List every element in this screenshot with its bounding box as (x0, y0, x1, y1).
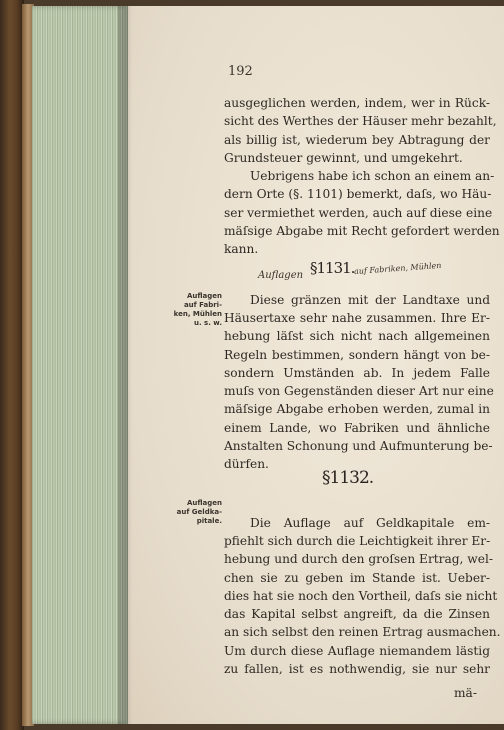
section-mark-1132: §1132. (322, 468, 374, 488)
text-line: sicht des Werthes der Häuser mehr bezahlt, (224, 114, 497, 129)
margin-note-fabriken (158, 292, 222, 328)
margin-note-line: ken, Mühlen (173, 310, 222, 318)
text-line: dürfen. (224, 457, 269, 472)
body-text (224, 94, 501, 678)
margin-note-line: u. s. w. (193, 319, 222, 327)
text-line: Diese gränzen mit der Landtaxe und (250, 292, 490, 307)
book-binding (0, 0, 24, 730)
text-line: Um durch diese Auflage niemandem lästig (224, 643, 490, 658)
text-line: pfiehlt sich durch die Leichtigkeit ihrer Er- (224, 533, 491, 548)
book-page (128, 6, 504, 724)
handwritten-note-line: auf Fabriken, Mühlen (353, 260, 442, 277)
text-line: Regeln bestimmen, sondern hängt von be- (224, 347, 490, 362)
text-line: Grundsteuer gewinnt, und umgekehrt. (224, 150, 463, 165)
page-edges (32, 6, 128, 724)
margin-note-line: auf Fabri- (183, 301, 222, 309)
text-line: als billig ist, wiederum bey Abtragung der (224, 132, 490, 147)
text-line: Häusertaxe sehr nahe zusammen. Ihre Er- (224, 310, 490, 325)
text-line: einem Lande, wo Fabriken und ähnliche (224, 420, 490, 435)
text-line: hebung und durch den groſsen Ertrag, wel- (224, 552, 493, 567)
text-line: dern Orte (§. 1101) bemerkt, daſs, wo Häu- (224, 187, 492, 202)
section-gap (224, 474, 490, 514)
text-line: hebung läſst sich nicht nach allgemeinen (224, 329, 490, 344)
margin-note-geldkapitale (158, 499, 222, 526)
margin-note-line: pitale. (196, 517, 222, 525)
text-line: Die Auflage auf Geldkapitale em- (250, 515, 490, 530)
text-line: kann. (224, 242, 259, 257)
text-line: chen sie zu geben im Stande ist. Ueber- (224, 570, 490, 585)
text-line: Anstalten Schonung und Aufmunterung be- (224, 439, 493, 454)
catchword: mä- (454, 686, 477, 700)
page-number: 192 (228, 64, 253, 79)
margin-note-line: Auflagen (186, 499, 222, 507)
text-line: mäſsige Abgabe mit Recht gefordert werden (224, 224, 500, 239)
text-line: das Kapital selbst angreift, da die Zinsen (224, 607, 490, 622)
page-gutter-shadow (118, 6, 132, 724)
section-gap (224, 259, 490, 291)
margin-note-line: Auflagen (186, 292, 222, 300)
text-line: ser vermiethet werden, auch auf diese eine (224, 205, 493, 220)
text-line: sondern Umständen ab. In jedem Falle (224, 365, 490, 380)
text-line: ausgeglichen werden, indem, wer in Rück- (224, 96, 490, 110)
section-mark-1131: §1131. (310, 259, 355, 277)
text-line: muſs von Gegenständen dieser Art nur eine (224, 384, 494, 399)
margin-note-line: auf Geldka- (176, 508, 222, 516)
text-line: Uebrigens habe ich schon an einem an- (250, 169, 495, 184)
text-line: mäſsige Abgabe erhoben werden, zumal in (224, 402, 490, 417)
handwritten-note-heading: Auflagen (258, 270, 304, 281)
text-line: zu fallen, ist es nothwendig, sie nur sehr (224, 662, 490, 677)
text-line: dies hat sie noch den Vortheil, daſs sie nicht (224, 588, 498, 603)
text-line: an sich selbst den reinen Ertrag ausmachen. (224, 625, 501, 640)
